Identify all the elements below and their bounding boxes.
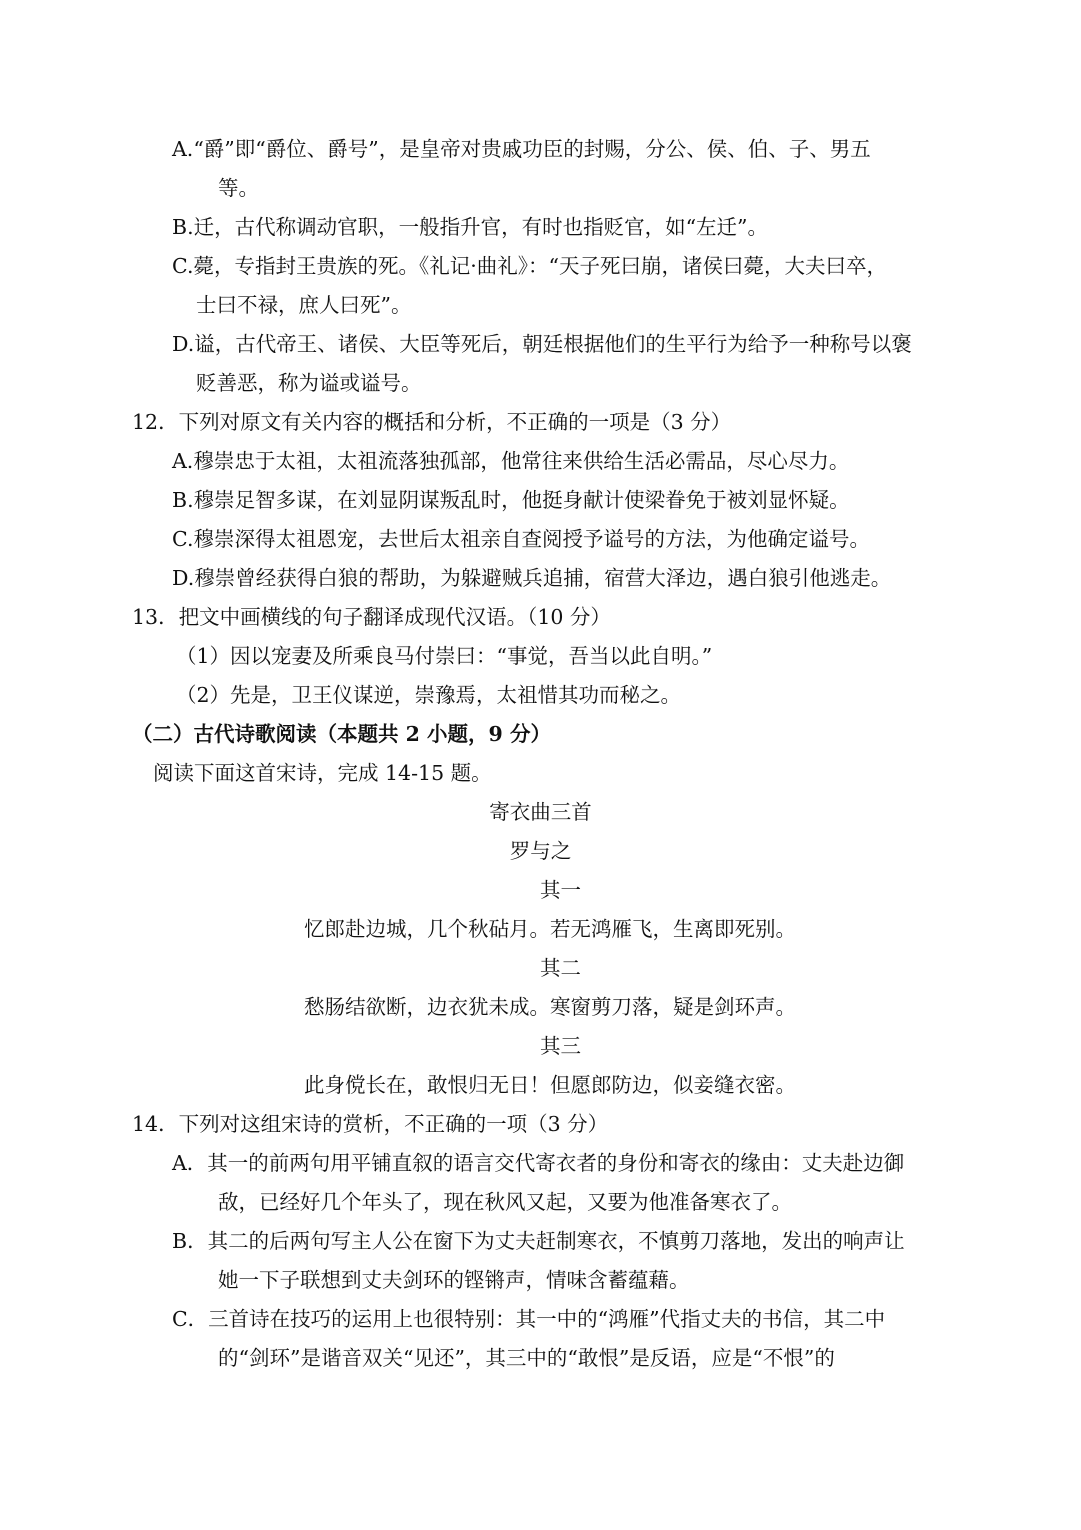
poem-author: 罗与之 bbox=[509, 839, 572, 863]
q14-option-a: A．其一的前两句用平铺直叙的语言交代寄衣者的身份和寄衣的缘由：丈夫赴边御 bbox=[172, 1151, 905, 1175]
q11-option-c: C.薨，专指封王贵族的死。《礼记·曲礼》：“天子死曰崩，诸侯曰薨，大夫曰卒， bbox=[172, 254, 887, 278]
q11-option-d-cont: 贬善恶，称为谥或谥号。 bbox=[196, 371, 422, 395]
q12-option-a: A.穆崇忠于太祖，太祖流落独孤部，他常往来供给生活必需品，尽心尽力。 bbox=[172, 449, 850, 473]
section-heading: （二）古代诗歌阅读（本题共 2 小题，9 分） bbox=[132, 722, 551, 746]
section-instruction: 阅读下面这首宋诗，完成 14-15 题。 bbox=[153, 761, 492, 785]
q13-item-1: （1）因以宠妻及所乘良马付崇曰：“事觉，吾当以此自明。” bbox=[176, 644, 713, 668]
q13-item-2: （2）先是，卫王仪谋逆，崇豫焉，太祖惜其功而秘之。 bbox=[176, 683, 682, 707]
q14-option-a-cont: 敌，已经好几个年头了，现在秋风又起，又要为他准备寒衣了。 bbox=[218, 1190, 792, 1214]
q14-stem: 14．下列对这组宋诗的赏析，不正确的一项（3 分） bbox=[132, 1112, 609, 1136]
q11-option-c-cont: 士曰不禄，庶人曰死”。 bbox=[196, 293, 412, 317]
poem-part-1-text: 忆郎赴边城，几个秋砧月。若无鸿雁飞，生离即死别。 bbox=[304, 917, 796, 941]
q14-option-c-cont: 的“剑环”是谐音双关“见还”，其三中的“敢恨”是反语，应是“不恨”的 bbox=[218, 1346, 835, 1370]
q12-stem: 12．下列对原文有关内容的概括和分析，不正确的一项是（3 分） bbox=[132, 410, 732, 434]
q12-option-c: C.穆崇深得太祖恩宠，去世后太祖亲自查阅授予谥号的方法，为他确定谥号。 bbox=[172, 527, 870, 551]
poem-part-2-text: 愁肠结欲断，边衣犹未成。寒窗剪刀落，疑是剑环声。 bbox=[304, 995, 796, 1019]
q13-stem: 13．把文中画横线的句子翻译成现代汉语。（10 分） bbox=[132, 605, 611, 629]
poem-part-1-label: 其一 bbox=[540, 878, 581, 902]
poem-part-3-text: 此身傥长在，敢恨归无日！但愿郎防边，似妾缝衣密。 bbox=[304, 1073, 796, 1097]
poem-title: 寄衣曲三首 bbox=[489, 800, 592, 824]
q14-option-c: C．三首诗在技巧的运用上也很特别：其一中的“鸿雁”代指丈夫的书信，其二中 bbox=[172, 1307, 886, 1331]
q11-option-b: B.迁，古代称调动官职，一般指升官，有时也指贬官，如“左迁”。 bbox=[172, 215, 769, 239]
poem-part-3-label: 其三 bbox=[540, 1034, 581, 1058]
q12-option-b: B.穆崇足智多谋，在刘显阴谋叛乱时，他挺身献计使梁眷免于被刘显怀疑。 bbox=[172, 488, 850, 512]
q11-option-a-cont: 等。 bbox=[218, 176, 259, 200]
q14-option-b-cont: 她一下子联想到丈夫剑环的铿锵声，情味含蓄蕴藉。 bbox=[218, 1268, 690, 1292]
q12-option-d: D.穆崇曾经获得白狼的帮助，为躲避贼兵追捕，宿营大泽边，遇白狼引他逃走。 bbox=[172, 566, 892, 590]
q11-option-a: A.“爵”即“爵位、爵号”，是皇帝对贵戚功臣的封赐，分公、侯、伯、子、男五 bbox=[172, 137, 871, 161]
poem-part-2-label: 其二 bbox=[540, 956, 581, 980]
q14-option-b: B．其二的后两句写主人公在窗下为丈夫赶制寒衣，不慎剪刀落地，发出的响声让 bbox=[172, 1229, 905, 1253]
q11-option-d: D.谥，古代帝王、诸侯、大臣等死后，朝廷根据他们的生平行为给予一种称号以褒 bbox=[172, 332, 912, 356]
